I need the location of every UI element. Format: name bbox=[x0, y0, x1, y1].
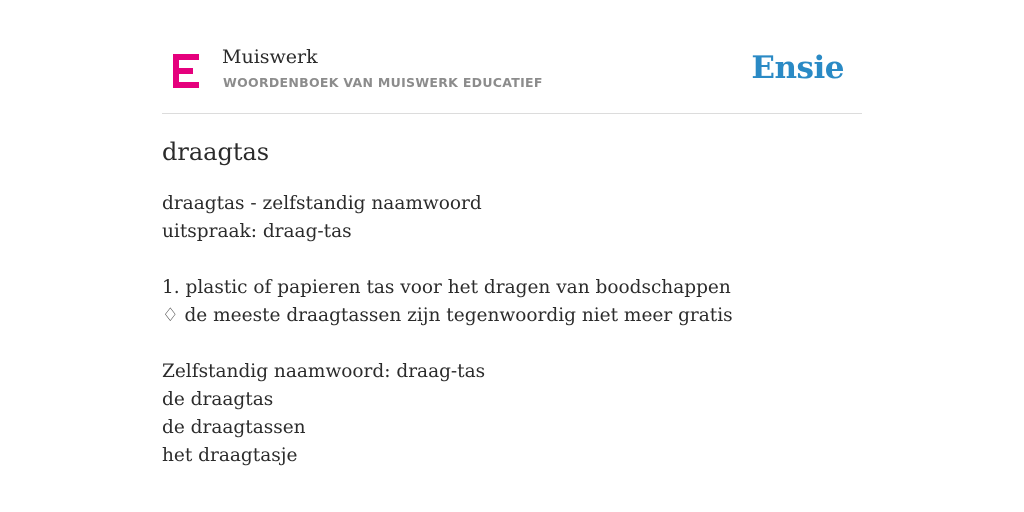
site-header bbox=[162, 0, 862, 114]
entry-grammar-heading: Zelfstandig naamwoord: draag-tas bbox=[162, 361, 486, 382]
dictionary-entry bbox=[162, 190, 733, 470]
entry-pronunciation: uitspraak: draag-tas bbox=[162, 221, 352, 242]
page-title: draagtas bbox=[162, 138, 270, 166]
muiswerk-logo-icon[interactable] bbox=[173, 54, 199, 88]
page-container bbox=[162, 0, 862, 466]
entry-example: ♢ de meeste draagtassen zijn tegenwoordig niet meer gratis bbox=[162, 305, 733, 326]
entry-spacer bbox=[162, 246, 733, 274]
entry-form-singular: de draagtas bbox=[162, 389, 274, 410]
entry-form-plural: de draagtassen bbox=[162, 417, 306, 438]
entry-spacer bbox=[162, 330, 733, 358]
brand-name[interactable]: Muiswerk bbox=[222, 46, 318, 68]
entry-form-diminutive: het draagtasje bbox=[162, 445, 298, 466]
brand-subtitle: WOORDENBOEK VAN MUISWERK EDUCATIEF bbox=[223, 75, 543, 90]
entry-definition: 1. plastic of papieren tas voor het dragen van boodschappen bbox=[162, 277, 731, 298]
entry-word-class: draagtas - zelfstandig naamwoord bbox=[162, 193, 482, 214]
ensie-logo[interactable]: Ensie bbox=[751, 50, 844, 86]
